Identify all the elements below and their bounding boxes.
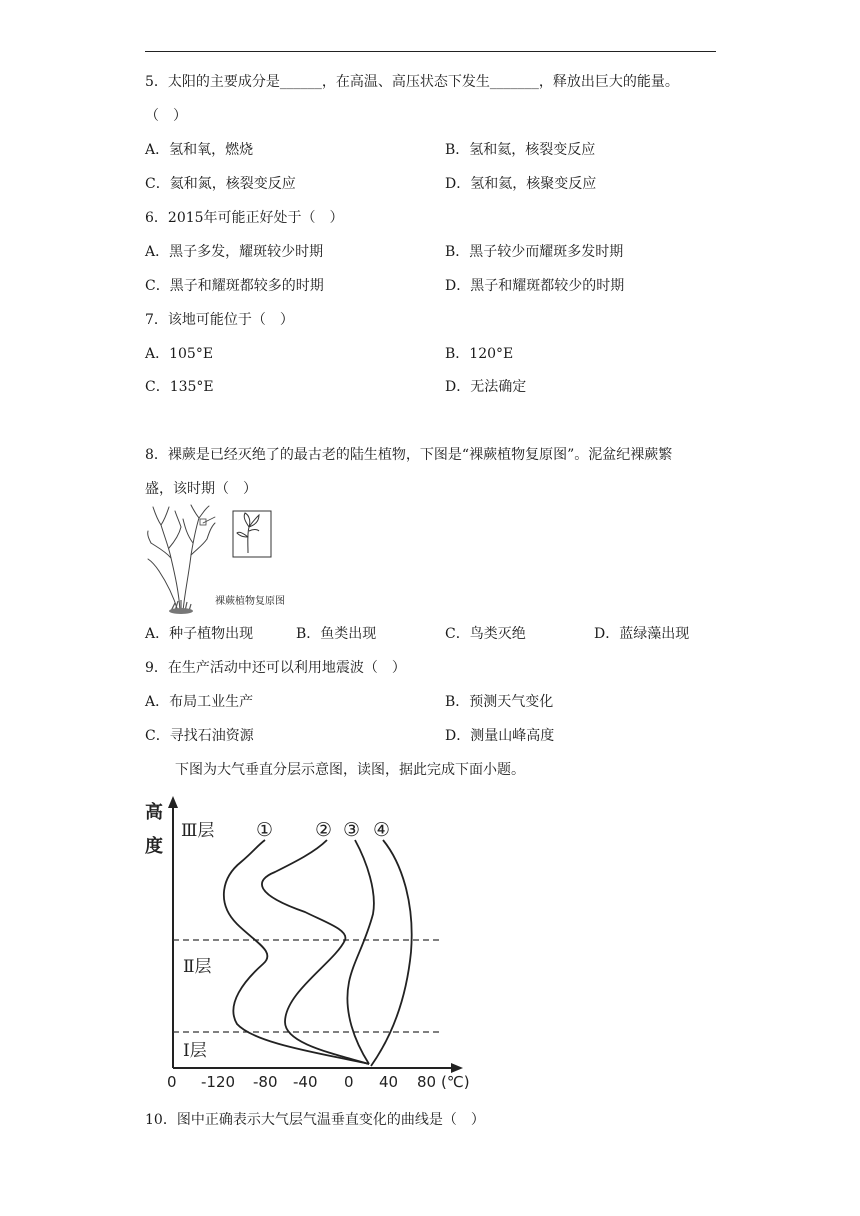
x-tick-zero: 0 — [344, 1073, 354, 1091]
atmosphere-layers-diagram — [145, 792, 485, 1092]
curve-label-1: ① — [256, 819, 274, 841]
curve-label-4: ④ — [373, 819, 391, 841]
fern-plant-figure — [145, 503, 305, 615]
question-5-option-a: A．氢和氧，燃烧 — [145, 142, 254, 158]
question-7-option-b: B．120°E — [445, 346, 514, 362]
curve-1 — [224, 840, 369, 1064]
question-9-option-b: B．预测天气变化 — [445, 694, 554, 710]
layer-1-label: Ⅰ层 — [183, 1041, 207, 1061]
x-tick-40: 40 — [379, 1073, 399, 1091]
question-9-stem: 9．在生产活动中还可以利用地震波（ ） — [145, 660, 406, 676]
question-7-option-d: D．无法确定 — [445, 379, 527, 395]
question-6-stem: 6．2015年可能正好处于（ ） — [145, 210, 344, 226]
x-tick-80: 80 — [417, 1073, 437, 1091]
layer-2-label: Ⅱ层 — [183, 957, 212, 977]
y-axis-arrow — [168, 796, 178, 808]
question-5-paren: （ ） — [145, 108, 187, 124]
question-7-option-c: C．135°E — [145, 379, 214, 395]
question-8-option-d: D．蓝绿藻出现 — [594, 626, 690, 642]
header-rule — [145, 51, 716, 52]
question-5-stem: 5．太阳的主要成分是______，在高温、高压状态下发生_______，释放出巨大的能量。 — [145, 74, 679, 90]
question-7-option-a: A．105°E — [145, 346, 214, 362]
question-8-option-a: A．种子植物出现 — [145, 626, 254, 642]
question-5-option-c: C．氦和氮，核裂变反应 — [145, 176, 296, 192]
y-label-degree: 度 — [145, 836, 163, 857]
x-tick-minus-120: -120 — [201, 1073, 236, 1091]
question-6-option-b: B．黑子较少而耀斑多发时期 — [445, 244, 624, 260]
x-axis-arrow — [451, 1063, 463, 1073]
curve-3 — [347, 840, 373, 1064]
question-8-option-c: C．鸟类灭绝 — [445, 626, 526, 642]
x-unit-celsius: (℃) — [441, 1073, 470, 1091]
y-label-high: 高 — [145, 802, 163, 823]
curve-label-2: ② — [315, 819, 333, 841]
question-8-option-b: B．鱼类出现 — [296, 626, 377, 642]
question-6-option-d: D．黑子和耀斑都较少的时期 — [445, 278, 625, 294]
question-10-stem: 10．图中正确表示大气层气温垂直变化的曲线是（ ） — [145, 1112, 485, 1128]
question-9-option-d: D．测量山峰高度 — [445, 728, 555, 744]
question-6-option-a: A．黑子多发，耀斑较少时期 — [145, 244, 324, 260]
question-7-stem: 7．该地可能位于（ ） — [145, 312, 294, 328]
curve-label-3: ③ — [343, 819, 361, 841]
question-6-option-c: C．黑子和耀斑都较多的时期 — [145, 278, 324, 294]
question-8-stem-line-2: 盛，该时期（ ） — [145, 481, 257, 497]
figure-intro: 下图为大气垂直分层示意图，读图，据此完成下面小题。 — [175, 762, 525, 778]
question-9-option-c: C．寻找石油资源 — [145, 728, 254, 744]
question-5-option-b: B．氢和氦，核裂变反应 — [445, 142, 596, 158]
question-5-option-d: D．氢和氦，核聚变反应 — [445, 176, 597, 192]
x-tick-origin: 0 — [167, 1073, 177, 1091]
question-9-option-a: A．布局工业生产 — [145, 694, 254, 710]
question-8-stem-line-1: 8．裸蕨是已经灭绝了的最古老的陆生植物，下图是“裸蕨植物复原图”。泥盆纪裸蕨繁 — [145, 447, 673, 463]
layer-3-label: Ⅲ层 — [181, 821, 215, 841]
x-tick-minus-80: -80 — [253, 1073, 278, 1091]
fern-figure-caption: 裸蕨植物复原图 — [215, 596, 285, 607]
x-tick-minus-40: -40 — [293, 1073, 318, 1091]
